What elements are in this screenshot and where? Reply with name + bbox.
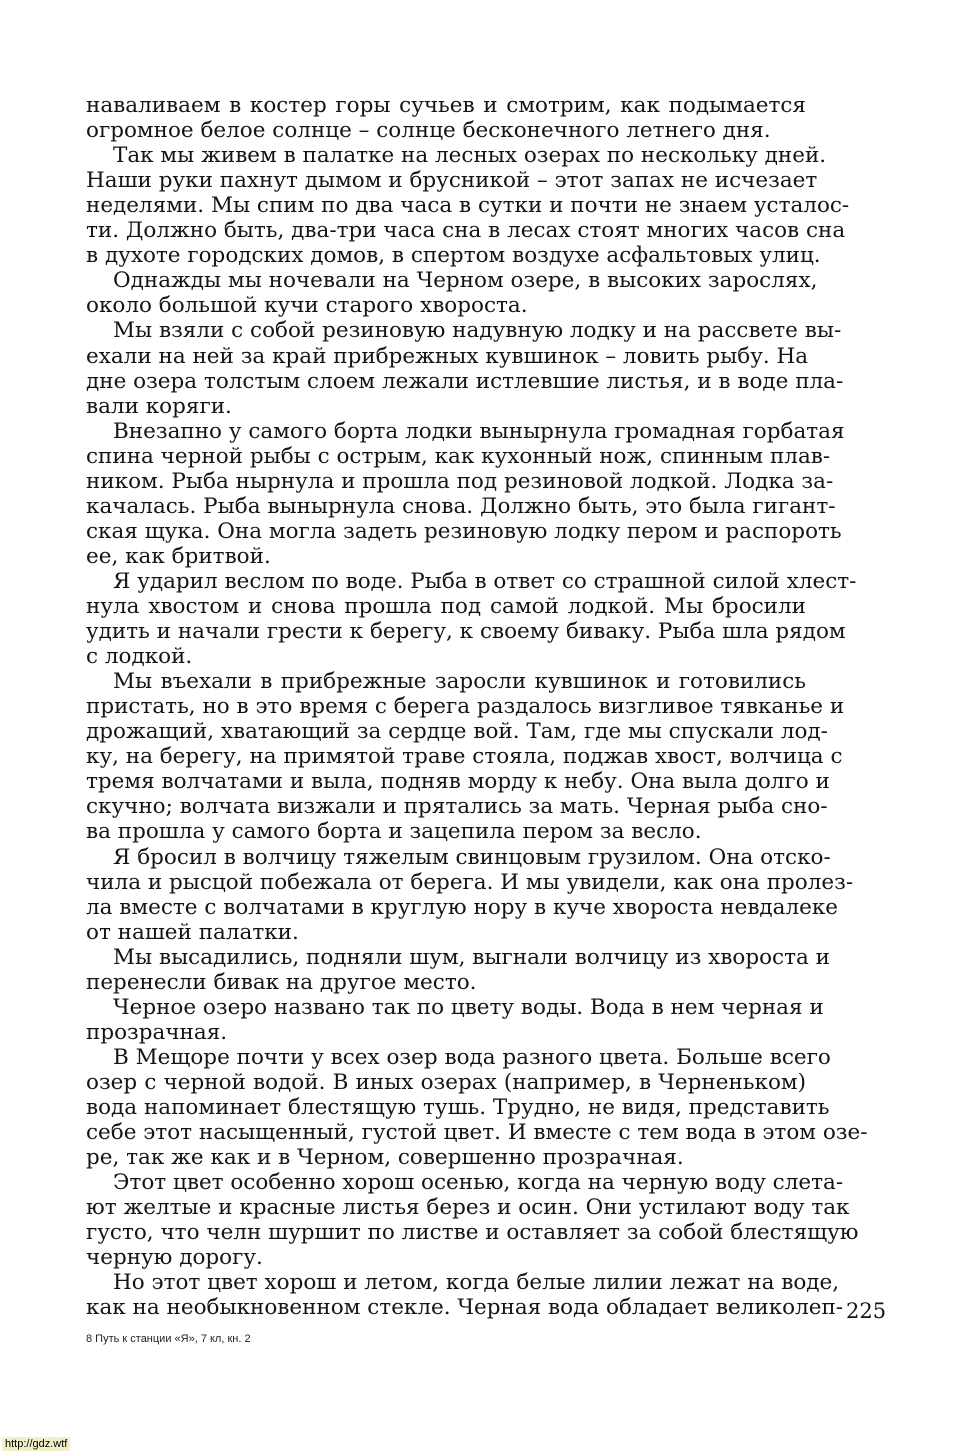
- text-line: ва прошла у самого борта и зацепила пером за весло.: [86, 819, 702, 845]
- text-line: Мы взяли с собой резиновую надувную лодку и на рассвете вы-: [113, 318, 842, 344]
- text-line: ла вместе с волчатами в круглую нору в куче хвороста невдалеке: [86, 894, 839, 920]
- text-line: Мы въехали в прибрежные заросли кувшинок и готовились: [113, 669, 806, 695]
- text-line: ре, так же как и в Черном, совершенно прозрачная.: [86, 1145, 684, 1171]
- text-line: ти. Должно быть, два-три часа сна в лесах стоят многих часов сна: [86, 218, 846, 244]
- text-line: ку, на берегу, на примятой траве стояла, поджав хвост, волчица с: [86, 744, 843, 770]
- page-number: 225: [846, 1299, 887, 1323]
- text-line: перенесли бивак на другое место.: [86, 969, 477, 995]
- text-line: Однажды мы ночевали на Черном озере, в высоких зарослях,: [113, 268, 818, 294]
- text-line: Я ударил веслом по воде. Рыба в ответ со страшной силой хлест-: [113, 568, 857, 594]
- text-line: Наши руки пахнут дымом и брусникой – этот запах не исчезает: [86, 168, 818, 194]
- text-line: в духоте городских домов, в спертом воздухе асфальтовых улиц.: [86, 243, 821, 269]
- text-line: тремя волчатами и выла, подняв морду к небу. Она выла долго и: [86, 769, 830, 795]
- text-line: чила и рысцой побежала от берега. И мы увидели, как она пролез-: [86, 869, 854, 895]
- watermark-link[interactable]: http://gdz.wtf: [2, 1437, 70, 1451]
- text-line: пристать, но в это время с берега раздалось визгливое тявканье и: [86, 694, 845, 720]
- text-line: Внезапно у самого борта лодки вынырнула громадная горбатая: [113, 418, 845, 444]
- text-line: дрожащий, хватающий за сердце вой. Там, где мы спускали лод-: [86, 719, 828, 745]
- text-line: себе этот насыщенный, густой цвет. И вместе с тем вода в этом озе-: [86, 1120, 868, 1146]
- text-line: Я бросил в волчицу тяжелым свинцовым грузилом. Она отско-: [113, 844, 831, 870]
- text-line: прозрачная.: [86, 1019, 228, 1045]
- text-line: Мы высадились, подняли шум, выгнали волчицу из хвороста и: [113, 944, 830, 970]
- text-line: Но этот цвет хорош и летом, когда белые лилии лежат на воде,: [113, 1270, 840, 1296]
- text-line: вали коряги.: [86, 393, 232, 419]
- text-line: удить и начали грести к берегу, к своему биваку. Рыба шла рядом: [86, 619, 846, 645]
- text-line: с лодкой.: [86, 644, 193, 670]
- text-line: ником. Рыба нырнула и прошла под резиновой лодкой. Лодка за-: [86, 468, 834, 494]
- text-line: ют желтые и красные листья берез и осин. Они устилают воду так: [86, 1195, 850, 1221]
- signature-footer: 8 Путь к станции «Я», 7 кл, кн. 2: [86, 1333, 251, 1345]
- text-line: огромное белое солнце – солнце бесконечного летнего дня.: [86, 118, 771, 144]
- text-line: спина черной рыбы с острым, как кухонный нож, спинным плав-: [86, 443, 831, 469]
- text-line: черную дорогу.: [86, 1245, 263, 1271]
- text-line: Этот цвет особенно хорош осенью, когда на черную воду слета-: [113, 1170, 844, 1196]
- text-line: дне озера толстым слоем лежали истлевшие листья, и в воде пла-: [86, 368, 844, 394]
- text-line: вода напоминает блестящую тушь. Трудно, не видя, представить: [86, 1095, 830, 1120]
- text-line: от нашей палатки.: [86, 919, 299, 945]
- text-line: около большой кучи старого хвороста.: [86, 293, 528, 319]
- text-line: озер с черной водой. В иных озерах (например, в Черненьком): [86, 1069, 806, 1095]
- text-line: ская щука. Она могла задеть резиновую лодку пером и распороть: [86, 518, 842, 544]
- text-line: качалась. Рыба вынырнула снова. Должно быть, это была гигант-: [86, 493, 836, 519]
- text-line: Черное озеро названо так по цвету воды. Вода в нем черная и: [113, 994, 824, 1020]
- text-line: неделями. Мы спим по два часа в сутки и почти не знаем усталос-: [86, 193, 850, 219]
- text-line: скучно; волчата визжали и прятались за мать. Черная рыба сно-: [86, 794, 828, 820]
- text-line: наваливаем в костер горы сучьев и смотрим, как подымается: [86, 93, 806, 118]
- text-line: нула хвостом и снова прошла под самой лодкой. Мы бросили: [86, 594, 806, 619]
- text-line: ехали на ней за край прибрежных кувшинок – ловить рыбу. На: [86, 343, 809, 369]
- text-line: В Мещоре почти у всех озер вода разного цвета. Больше всего: [113, 1044, 831, 1070]
- text-line: ее, как бритвой.: [86, 543, 271, 569]
- text-line: Так мы живем в палатке на лесных озерах по нескольку дней.: [113, 143, 827, 169]
- text-line: как на необыкновенном стекле. Черная вода обладает великолеп-: [86, 1295, 844, 1321]
- text-line: густо, что челн шуршит по листве и оставляет за собой блестящую: [86, 1220, 859, 1246]
